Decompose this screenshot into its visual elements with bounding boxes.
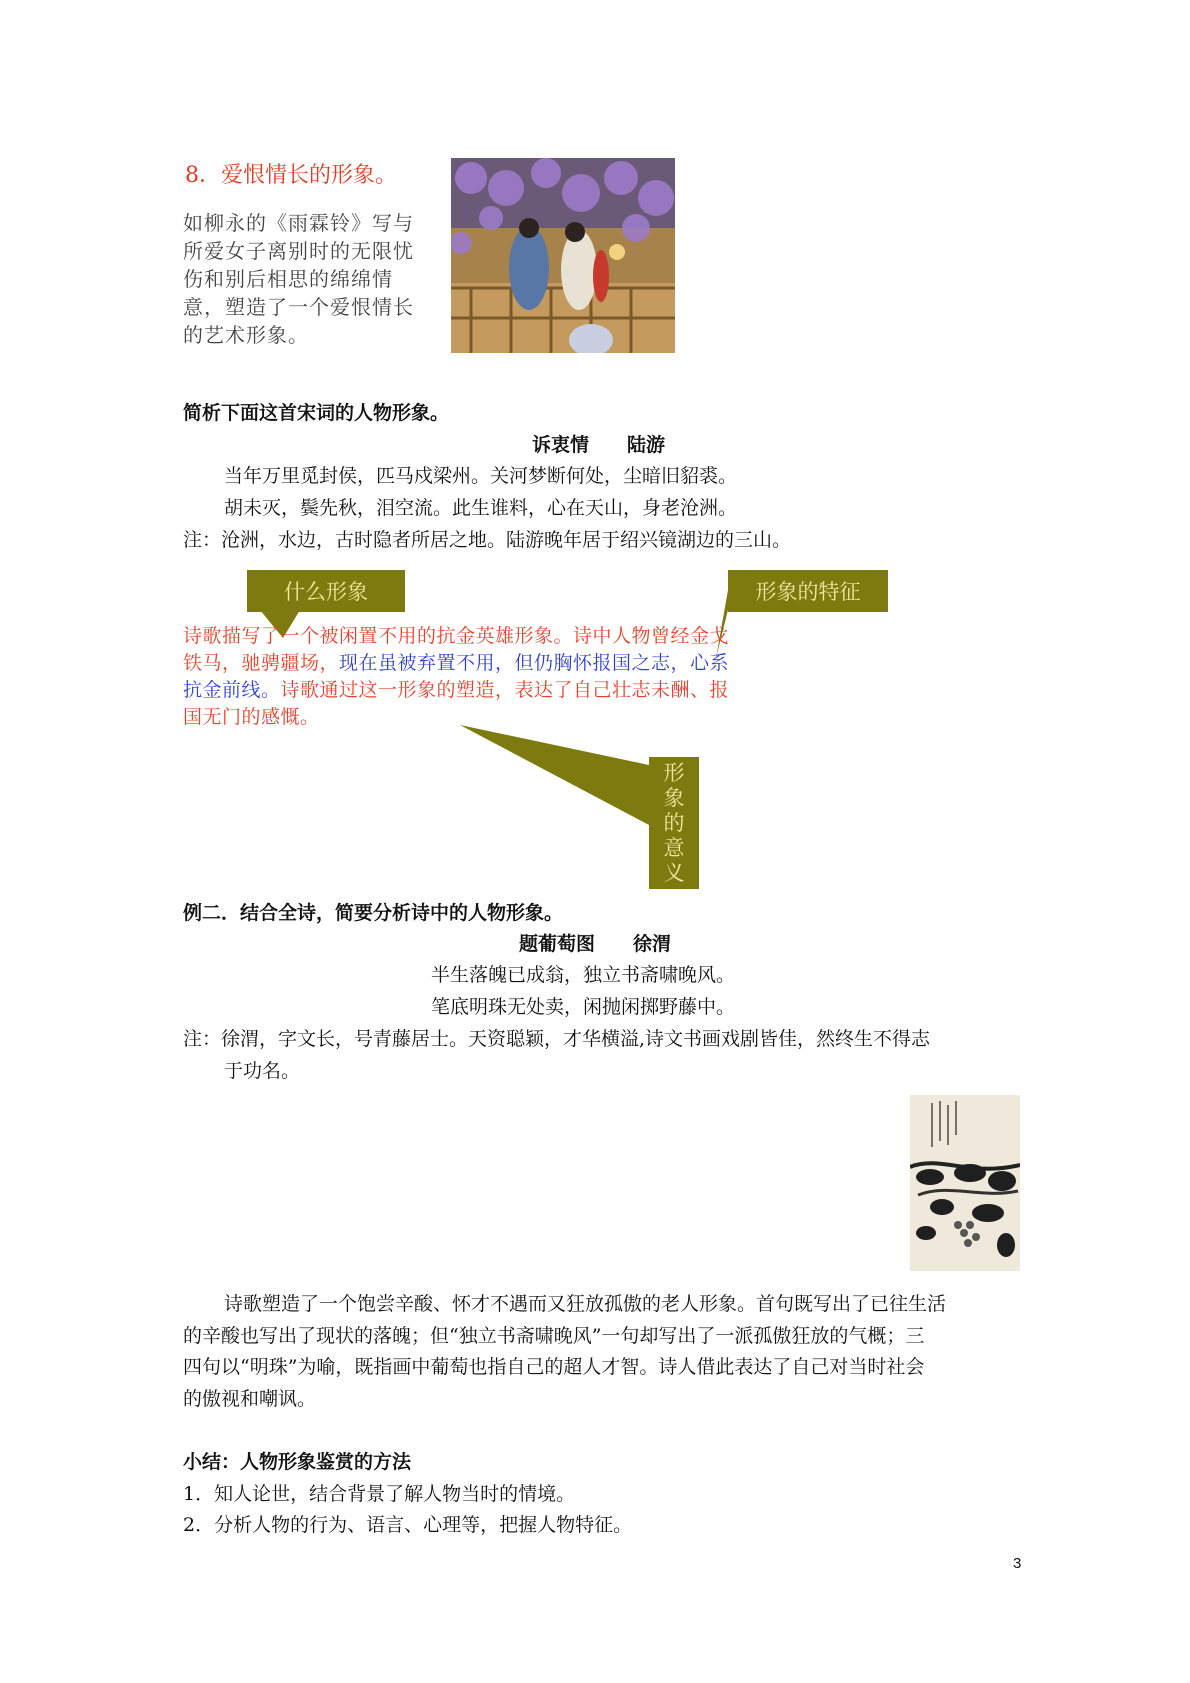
poem-1-note: 注：沧洲，水边，古时隐者所居之地。陆游晚年居于绍兴镜湖边的三山。: [183, 529, 792, 551]
answer-red-part: 诗歌通过这一形象的塑造，表达了自己壮志未酬、报国无门的感慨。: [183, 679, 730, 728]
answer-blue-part: 现在虽被弃置不用，但仍胸怀报国之志，心系抗金前线。: [183, 652, 730, 701]
analysis-line: 诗歌塑造了一个饱尝辛酸、怀才不遇而又狂放孤傲的老人形象。首句既写出了已往生活: [224, 1293, 947, 1315]
analysis-line: 四句以“明珠”为喻，既指画中葡萄也指自己的超人才智。诗人借此表达了自己对当时社会: [183, 1356, 925, 1378]
poem-2-note: 注：徐渭，字文长，号青藤居士。天资聪颖，才华横溢,诗文书画戏剧皆佳，然终生不得志: [183, 1028, 931, 1050]
callout-char: 象: [663, 785, 685, 810]
summary-title: 小结：人物形象鉴赏的方法: [183, 1451, 412, 1473]
callout-char: 形: [663, 760, 685, 785]
grape-painting: [910, 1095, 1020, 1271]
answer-red-part: 诗中人物曾经金戈铁马，驰骋疆场，: [183, 625, 730, 674]
poem-1-line: 当年万里觅封侯，匹马戍梁州。关河梦断何处，尘暗旧貂裘。: [224, 465, 738, 487]
callout-image-meaning: [649, 757, 699, 889]
poem-2-line: 笔底明珠无处卖，闲抛闲掷野藤中。: [431, 996, 736, 1018]
callout-answer: [183, 623, 743, 731]
callout-image-feature: 形象的特征: [728, 570, 888, 612]
section-8-body: 如柳永的《雨霖铃》写与所爱女子离别时的无限忧伤和别后相思的绵绵情意，塑造了一个爱恨情长的艺术形象。: [183, 211, 414, 347]
poem-1-title: 诉衷情 陆游: [532, 434, 666, 456]
poem-2-note-cont: 于功名。: [224, 1060, 301, 1082]
example-1-prompt: 简析下面这首宋词的人物形象。: [183, 402, 450, 424]
answer-red-part: 诗歌描写了一个被闲置不用的抗金英雄形象。: [183, 625, 574, 647]
summary-item: 1．知人论世，结合背景了解人物当时的情境。: [183, 1483, 576, 1505]
callout-char: 义: [663, 860, 685, 885]
poem-2-line: 半生落魄已成翁，独立书斋啸晚风。: [431, 964, 736, 986]
callout-char: 意: [663, 835, 685, 860]
example-2-prompt: 例二．结合全诗，简要分析诗中的人物形象。: [183, 902, 564, 924]
callout-char: 的: [663, 810, 685, 835]
section-8-title: 8．爱恨情长的形象。: [185, 163, 397, 188]
poem-1-line: 胡未灭，鬓先秋，泪空流。此生谁料，心在天山，身老沧洲。: [224, 497, 738, 519]
callout-what-image: 什么形象: [247, 570, 405, 612]
page-number: 3: [1013, 1555, 1022, 1572]
analysis-line: 的傲视和嘲讽。: [183, 1388, 317, 1410]
poem-2-title: 题葡萄图 徐渭: [519, 933, 672, 955]
summary-item: 2．分析人物的行为、语言、心理等，把握人物特征。: [183, 1514, 633, 1536]
analysis-line: 的辛酸也写出了现状的落魄；但“独立书斋啸晚风”一句却写出了一派孤傲狂放的气概；三: [183, 1325, 925, 1347]
